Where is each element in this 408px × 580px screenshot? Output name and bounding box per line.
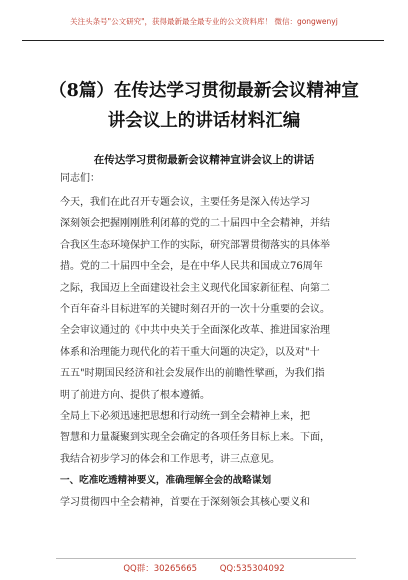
- body-line: 今天，我们在此召开专题会议，主要任务是深入传达学习: [60, 197, 310, 208]
- body-line: 学习贯彻四中全会精神，首要在于深刻领会其核心要义和: [60, 496, 310, 508]
- body-line: 之际，我国迈上全面建设社会主义现代化国家新征程、向第二: [60, 282, 330, 294]
- document-title-line1: （8篇）在传达学习贯彻最新会议精神宣: [49, 81, 359, 101]
- body-line: 明了前进方向、提供了根本遵循。: [60, 389, 210, 401]
- body-line: 合我区生态环境保护工作的实际，研究部署贯彻落实的具体举: [60, 239, 330, 251]
- body-line: 智慧和力量凝聚到实现全会确定的各项任务目标上来。下面，: [60, 432, 330, 444]
- body-line: 全局上下必须迅速把思想和行动统一到全会精神上来，把: [60, 411, 310, 423]
- speech-title: 在传达学习贯彻最新会议精神宣讲会议上的讲话: [93, 154, 315, 166]
- section-heading: 一、吃准吃透精神要义，准确理解全会的战略谋划: [60, 475, 272, 487]
- body-line: 体系和治理能力现代化的若干重大问题的决定》，以及对"十: [60, 346, 320, 358]
- salutation: 同志们：: [60, 173, 100, 184]
- body-line: 个百年奋斗目标进军的关键时刻召开的一次十分重要的会议。: [60, 304, 330, 316]
- speech-body: [60, 192, 356, 513]
- footer-divider: [56, 558, 356, 559]
- footer-contact: [0, 562, 408, 574]
- footer-qq: QQ:535304092: [219, 564, 285, 574]
- body-line: 我结合初步学习的体会和工作思考，讲三点意见。: [60, 453, 280, 465]
- document-title-line2: 讲会议上的讲话材料汇编: [107, 111, 301, 131]
- body-line: 五五"时期国民经济和社会发展作出的前瞻性擘画，为我们指: [60, 368, 325, 380]
- document-title: [30, 76, 378, 136]
- body-line: 全会审议通过的《中共中央关于全面深化改革、推进国家治理: [60, 325, 330, 337]
- header-promo-note: 关注头条号"公文研究"，获得最新最全最专业的公文资料库！ 微信：gongwenyj: [70, 17, 338, 26]
- header-divider: [22, 40, 384, 41]
- body-line: 深刻领会把握刚刚胜利闭幕的党的二十届四中全会精神，并结: [60, 218, 330, 230]
- body-line: 措。党的二十届四中全会，是在中华人民共和国成立76周年: [60, 261, 323, 273]
- footer-qq-group: QQ群：30265665: [123, 564, 198, 574]
